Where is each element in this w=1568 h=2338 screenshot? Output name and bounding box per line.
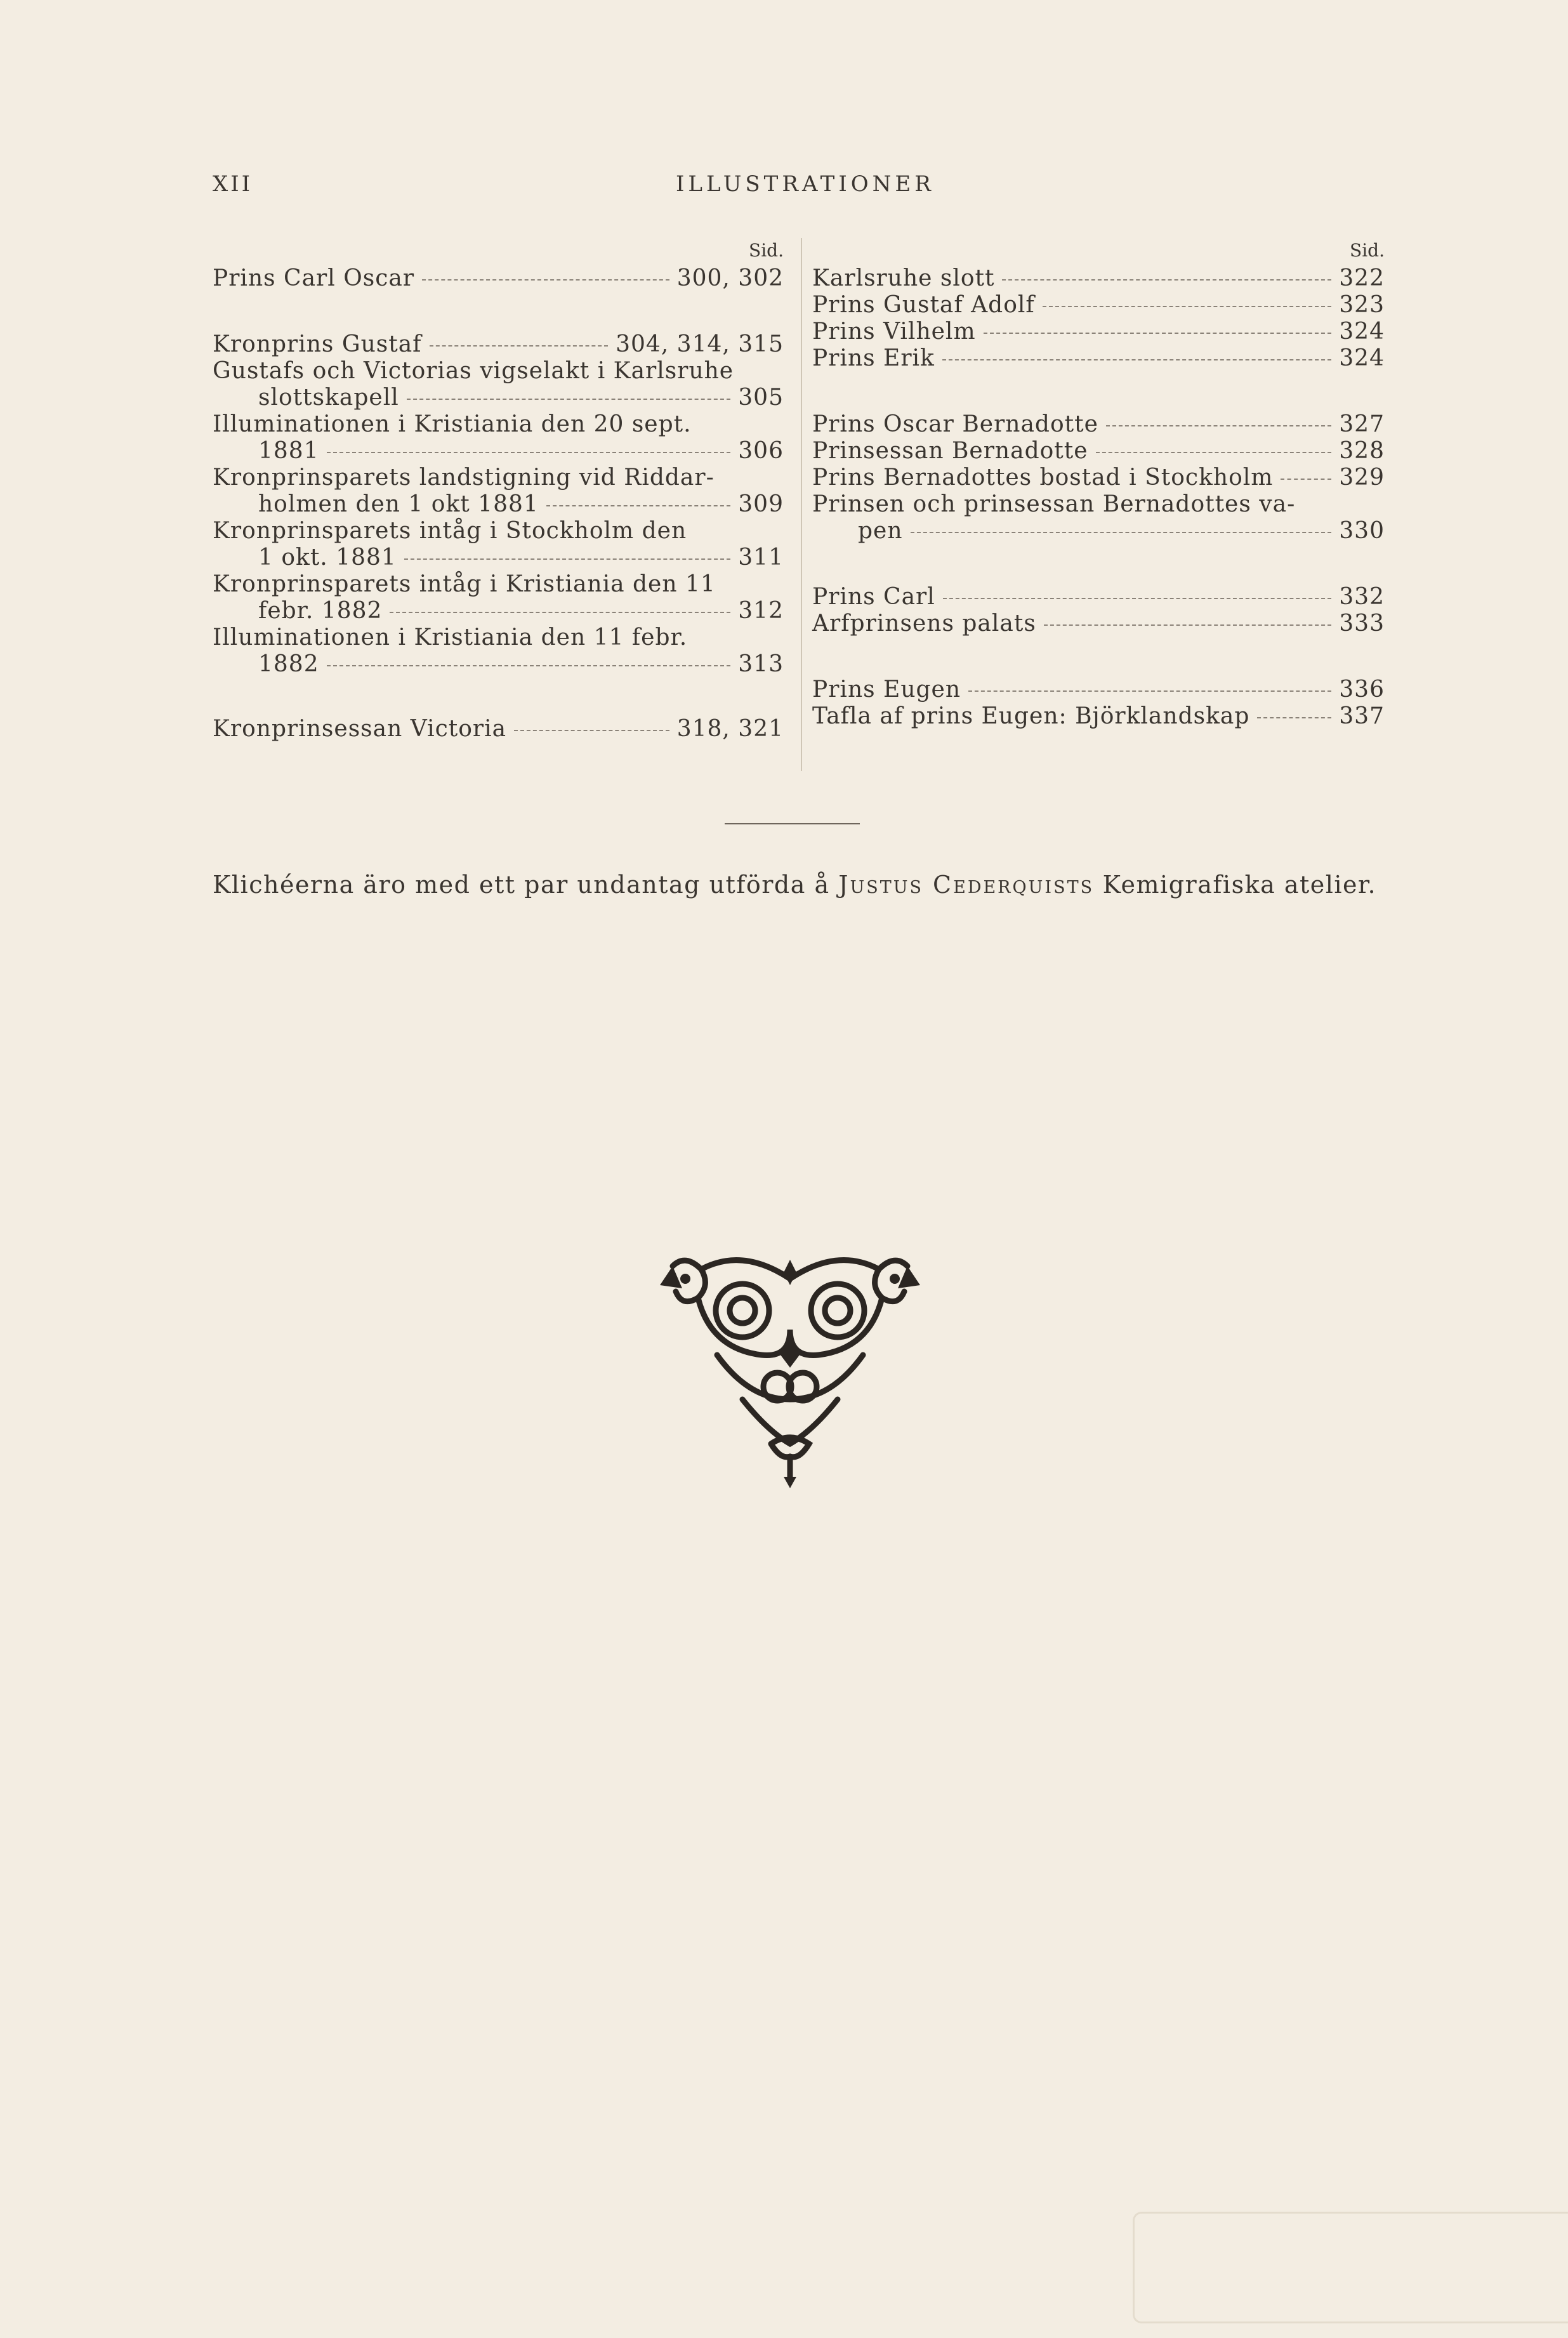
entry-title: Tafla af prins Eugen: Björklandskap [812, 703, 1250, 729]
entry-line [812, 518, 1385, 545]
group-gap [812, 637, 1385, 677]
dot-leader [1002, 279, 1331, 281]
entry-title: Kronprinsparets landstigning vid Riddar- [213, 465, 715, 491]
index-entry [213, 331, 784, 358]
dot-leader [407, 399, 731, 400]
entry-line [213, 651, 784, 678]
index-entry [213, 571, 784, 624]
entry-title: Prins Vilhelm [812, 319, 976, 345]
entry-title: Prins Carl [812, 584, 935, 610]
right-entries [812, 265, 1385, 730]
index-entry [812, 584, 1385, 611]
index-entry [812, 465, 1385, 491]
page-number: 309 [738, 491, 784, 517]
index-entry [812, 411, 1385, 438]
floral-ornament-icon [647, 1241, 933, 1488]
entry-title: Karlsruhe slott [812, 265, 995, 291]
page-number: 322 [1339, 265, 1385, 291]
page-number: 300, 302 [676, 265, 784, 291]
dot-leader [943, 598, 1332, 599]
entry-line [213, 385, 784, 411]
entry-title: 1 okt. 1881 [258, 545, 397, 571]
page-number: 330 [1339, 518, 1385, 544]
running-head [213, 171, 1378, 209]
group-gap [213, 678, 784, 716]
entry-line [213, 571, 784, 598]
index-entry [213, 265, 784, 292]
credit-text: Klichéerna äro med ett par undantag utförda å [213, 871, 839, 899]
index-entry [812, 611, 1385, 637]
entry-line [213, 598, 784, 624]
group-gap [812, 545, 1385, 584]
entry-title: Arfprinsens palats [812, 611, 1036, 637]
entry-title: Kronprinsessan Victoria [213, 716, 507, 742]
index-entry [812, 703, 1385, 730]
dot-leader [1043, 306, 1332, 307]
dot-leader [984, 333, 1332, 334]
entry-line [812, 345, 1385, 372]
page-number: 318, 321 [676, 716, 784, 742]
entry-title: Prins Erik [812, 345, 935, 371]
entry-title: Illuminationen i Kristiania den 20 sept. [213, 411, 692, 437]
entry-title: Prins Eugen [812, 677, 961, 703]
entry-line [812, 491, 1385, 518]
dot-leader [404, 558, 730, 560]
entry-line [213, 624, 784, 651]
entry-title: Kronprinsparets intåg i Stockholm den [213, 518, 687, 544]
page-number: 328 [1339, 438, 1385, 464]
page-number: 336 [1339, 677, 1385, 703]
index-entry [213, 624, 784, 678]
entry-line [213, 518, 784, 545]
credit-name: Justus Cederquists [838, 871, 1095, 899]
entry-line [812, 411, 1385, 438]
right-column [812, 236, 1385, 730]
entry-line [213, 438, 784, 465]
dot-leader [1257, 717, 1331, 718]
index-entry [812, 319, 1385, 345]
sid-label: Sid. [1350, 240, 1385, 261]
credit-line [213, 871, 1376, 899]
index-entry [213, 716, 784, 743]
dot-leader [422, 279, 669, 281]
entry-line [812, 438, 1385, 465]
page-number: 311 [738, 545, 784, 571]
page-number: 333 [1339, 611, 1385, 637]
page-number: 324 [1339, 345, 1385, 371]
entry-line [812, 677, 1385, 703]
entry-line [812, 611, 1385, 637]
dot-leader [968, 690, 1331, 692]
left-column [213, 236, 784, 743]
dot-leader [327, 665, 731, 666]
entry-title: febr. 1882 [258, 598, 383, 624]
page-title: ILLUSTRATIONER [676, 171, 935, 197]
page-number: 312 [738, 598, 784, 624]
entry-line [213, 465, 784, 491]
index-entry [213, 411, 784, 465]
dot-leader [430, 345, 609, 347]
page-number: 332 [1339, 584, 1385, 610]
sid-label: Sid. [749, 240, 784, 261]
entry-title: Prins Gustaf Adolf [812, 292, 1035, 318]
section-rule [725, 823, 860, 824]
entry-line [812, 319, 1385, 345]
index-entry [812, 345, 1385, 372]
entry-line [213, 331, 784, 358]
entry-line [213, 716, 784, 743]
dot-leader [1281, 479, 1331, 480]
entry-title: holmen den 1 okt 1881 [258, 491, 539, 517]
dot-leader [546, 505, 730, 506]
index-entry [812, 265, 1385, 292]
entry-title: slottskapell [258, 385, 399, 411]
entry-line [213, 545, 784, 571]
dot-leader [1044, 624, 1331, 626]
index-entry [812, 292, 1385, 319]
page-number: 304, 314, 315 [616, 331, 784, 357]
entry-title: pen [858, 518, 903, 544]
index-entry [812, 438, 1385, 465]
page-number: 305 [738, 385, 784, 411]
entry-title: Kronprins Gustaf [213, 331, 422, 357]
page-number: 337 [1339, 703, 1385, 729]
entry-title: Prinsessan Bernadotte [812, 438, 1088, 464]
index-entry [213, 358, 784, 411]
index-entry [213, 465, 784, 518]
entry-line [213, 411, 784, 438]
index-entry [812, 491, 1385, 545]
entry-line [812, 584, 1385, 611]
dot-leader [390, 612, 730, 613]
page-number: 329 [1339, 465, 1385, 491]
dot-leader [327, 452, 731, 453]
entry-line [213, 491, 784, 518]
entry-title: 1881 [258, 438, 319, 464]
group-gap [812, 372, 1385, 411]
dot-leader [1106, 425, 1331, 426]
dot-leader [514, 730, 669, 731]
entry-line [812, 292, 1385, 319]
dot-leader [942, 359, 1331, 360]
dot-leader [911, 532, 1332, 533]
page-number: 323 [1339, 292, 1385, 318]
entry-title: Prins Oscar Bernadotte [812, 411, 1098, 437]
entry-line [213, 265, 784, 292]
entry-line [812, 703, 1385, 730]
entry-title: Gustafs och Victorias vigselakt i Karlsruhe [213, 358, 734, 384]
group-gap [213, 292, 784, 331]
left-entries [213, 265, 784, 743]
entry-title: Illuminationen i Kristiania den 11 febr. [213, 624, 688, 651]
entry-title: Prins Carl Oscar [213, 265, 415, 291]
page-number: 306 [738, 438, 784, 464]
entry-title: Kronprinsparets intåg i Kristiania den 11 [213, 571, 716, 597]
entry-title: Prins Bernadottes bostad i Stockholm [812, 465, 1274, 491]
entry-title: Prinsen och prinsessan Bernadottes va- [812, 491, 1296, 517]
entry-line [812, 465, 1385, 491]
page-number: 327 [1339, 411, 1385, 437]
entry-title: 1882 [258, 651, 319, 677]
index-entry [213, 518, 784, 571]
credit-text-end: Kemigrafiska atelier. [1094, 871, 1377, 899]
dot-leader [1096, 452, 1332, 453]
index-entry [812, 677, 1385, 703]
page-number: 313 [738, 651, 784, 677]
entry-line [213, 358, 784, 385]
entry-line [812, 265, 1385, 292]
paper-edge-mark [1133, 2212, 1568, 2323]
page-folio: XII [213, 171, 253, 197]
column-divider [801, 238, 802, 771]
page-number: 324 [1339, 319, 1385, 345]
